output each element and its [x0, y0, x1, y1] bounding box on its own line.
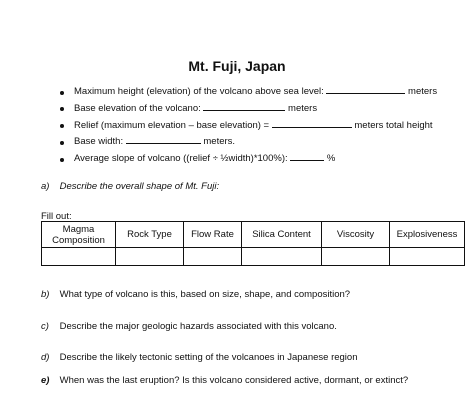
question-b [41, 289, 350, 300]
answer-blank[interactable] [290, 151, 324, 161]
item-unit: meters [285, 102, 318, 114]
page-title: Mt. Fuji, Japan [188, 58, 286, 74]
table-cell-magma[interactable] [42, 248, 116, 266]
question-text: Describe the likely tectonic setting of the volcanoes in Japanese region [59, 352, 358, 363]
list-item-average-slope [58, 151, 437, 168]
fill-out-label: Fill out: [41, 211, 72, 222]
bullet-icon [60, 158, 64, 162]
column-header: Magma Composition [42, 222, 116, 248]
item-unit: % [324, 153, 336, 165]
item-text: Maximum height (elevation) of the volcano above sea level: [74, 86, 327, 97]
question-label: d) [41, 352, 50, 363]
column-header: Silica Content [242, 222, 322, 248]
question-text: Describe the overall shape of Mt. Fuji: [59, 181, 220, 192]
question-label: a) [41, 181, 50, 192]
question-c [41, 321, 337, 332]
question-text: Describe the major geologic hazards associated with this volcano. [59, 321, 337, 332]
item-unit: meters. [200, 136, 236, 148]
item-unit: meters [405, 86, 438, 97]
answer-blank[interactable] [326, 84, 405, 94]
item-text: Base width: [74, 136, 126, 148]
answer-blank[interactable] [272, 118, 352, 128]
list-item-base-elevation [58, 101, 437, 118]
table-cell-rock-type[interactable] [116, 248, 184, 266]
column-header: Flow Rate [184, 222, 242, 248]
item-text: Relief (maximum elevation – base elevation) = [74, 119, 272, 131]
list-item-max-height [58, 84, 437, 101]
list-item-relief [58, 118, 437, 135]
question-a [41, 181, 219, 192]
bullet-icon [60, 124, 64, 128]
table-cell-viscosity[interactable] [322, 248, 390, 266]
table-header-row [42, 222, 465, 248]
question-e [41, 375, 408, 386]
question-text: When was the last eruption? Is this volcano considered active, dormant, or extinct? [59, 375, 409, 386]
table-cell-silica[interactable] [242, 248, 322, 266]
question-text: What type of volcano is this, based on size, shape, and composition? [59, 289, 351, 300]
table-cell-explosiveness[interactable] [390, 248, 465, 266]
bullet-icon [60, 107, 64, 111]
column-header: Explosiveness [390, 222, 465, 248]
item-unit: meters total height [351, 119, 433, 131]
list-item-base-width [58, 134, 437, 151]
question-label: b) [41, 289, 50, 300]
measurement-list [58, 84, 437, 168]
bullet-icon [60, 141, 64, 145]
item-text: Base elevation of the volcano: [74, 102, 204, 114]
table-cell-flow-rate[interactable] [184, 248, 242, 266]
table-row [42, 248, 465, 266]
question-d [41, 352, 357, 363]
question-label: e) [41, 375, 50, 386]
answer-blank[interactable] [203, 101, 285, 111]
column-header: Rock Type [116, 222, 184, 248]
answer-blank[interactable] [126, 134, 201, 144]
item-text: Average slope of volcano ((relief ÷ ½width)*100%): [74, 153, 291, 165]
question-label: c) [41, 321, 49, 332]
bullet-icon [60, 91, 64, 95]
column-header: Viscosity [322, 222, 390, 248]
volcano-properties-table [41, 221, 465, 266]
